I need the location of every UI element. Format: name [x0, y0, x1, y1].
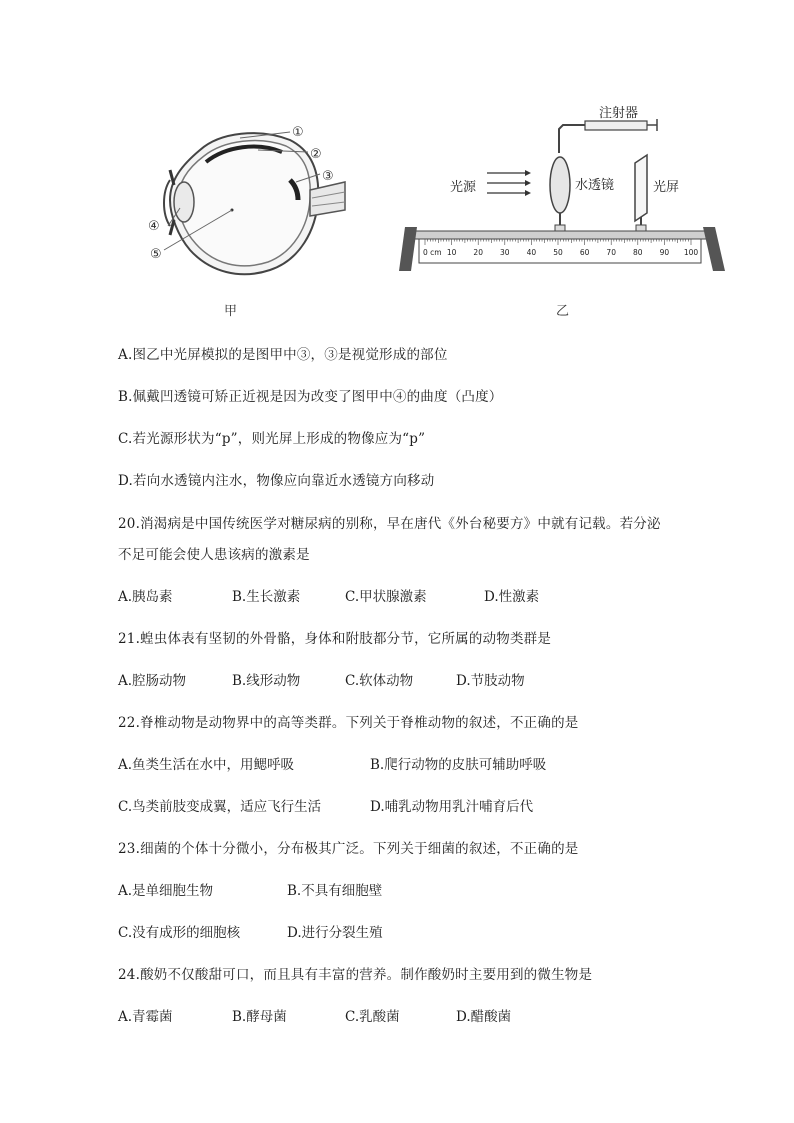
q24-option-b: B.酵母菌 — [232, 1009, 287, 1025]
ruler-tick-label: 60 — [579, 248, 590, 257]
q20-stem-line2: 不足可能会使人患该病的激素是 — [118, 547, 310, 563]
q22-option-c: C.鸟类前肢变成翼，适应飞行生活 — [118, 799, 322, 815]
eye-label-5: ⑤ — [150, 247, 162, 262]
figure-yi-caption: 乙 — [556, 304, 570, 319]
q24-option-d: D.醋酸菌 — [456, 1009, 512, 1025]
ruler-tick-label: 100 — [683, 248, 699, 257]
figure-jia-caption: 甲 — [224, 304, 238, 319]
q19-option-c: C.若光源形状为“p”，则光屏上形成的物像应为“p” — [118, 431, 426, 447]
ruler-tick-label: 80 — [633, 248, 643, 257]
eye-label-2: ② — [310, 147, 322, 162]
q23-option-a: A.是单细胞生物 — [118, 883, 214, 899]
ruler-tick-label: 0 cm — [423, 248, 442, 257]
q20-option-b: B.生长激素 — [232, 589, 301, 605]
ruler-tick-label: 90 — [659, 248, 670, 257]
ruler-tick-label: 10 — [446, 248, 457, 257]
light-source-label: 光源 — [450, 180, 477, 195]
q24-stem: 24.酸奶不仅酸甜可口，而且具有丰富的营养。制作酸奶时主要用到的微生物是 — [118, 967, 593, 983]
q24-option-a: A.青霉菌 — [118, 1009, 173, 1025]
ruler-tick-label: 40 — [526, 248, 537, 257]
q22-option-d: D.哺乳动物用乳汁哺育后代 — [370, 799, 534, 815]
q19-option-a: A.图乙中光屏模拟的是图甲中③，③是视觉形成的部位 — [118, 347, 448, 363]
q23-option-b: B.不具有细胞壁 — [287, 883, 383, 899]
q23-option-d: D.进行分裂生殖 — [287, 925, 383, 941]
ruler-tick-label: 20 — [473, 248, 483, 257]
q20-option-d: D.性激素 — [484, 589, 540, 605]
ruler-tick-label: 50 — [553, 248, 563, 257]
screen-label: 光屏 — [653, 180, 680, 195]
q24-option-c: C.乳酸菌 — [345, 1009, 400, 1025]
q21-option-c: C.软体动物 — [345, 673, 414, 689]
q20-stem-line1: 20.消渴病是中国传统医学对糖尿病的别称，早在唐代《外台秘要方》中就有记载。若分泌 — [118, 516, 661, 532]
ruler-tick-label: 70 — [606, 248, 616, 257]
q22-option-a: A.鱼类生活在水中，用鳃呼吸 — [118, 757, 295, 773]
ruler-tick-label: 30 — [500, 248, 510, 257]
q20-option-c: C.甲状腺激素 — [345, 589, 427, 605]
q21-option-d: D.节肢动物 — [456, 673, 525, 689]
optical-bench-diagram — [395, 105, 730, 285]
q22-stem: 22.脊椎动物是动物界中的高等类群。下列关于脊椎动物的叙述，不正确的是 — [118, 715, 579, 731]
optical-bench-svg — [395, 105, 730, 285]
q19-option-b: B.佩戴凹透镜可矫正近视是因为改变了图甲中④的曲度（凸度） — [118, 389, 503, 405]
q23-option-c: C.没有成形的细胞核 — [118, 925, 241, 941]
eye-label-3: ③ — [322, 169, 334, 184]
eye-diagram — [140, 110, 350, 295]
q19-option-d: D.若向水透镜内注水，物像应向靠近水透镜方向移动 — [118, 473, 435, 489]
eye-label-1: ① — [292, 125, 304, 140]
eye-diagram-svg — [140, 110, 350, 295]
water-lens-label: 水透镜 — [575, 178, 615, 193]
eye-label-4: ④ — [148, 219, 160, 234]
q20-option-a: A.胰岛素 — [118, 589, 173, 605]
q21-option-b: B.线形动物 — [232, 673, 301, 689]
q21-stem: 21.蝗虫体表有坚韧的外骨骼，身体和附肢都分节，它所属的动物类群是 — [118, 631, 552, 647]
q23-stem: 23.细菌的个体十分微小，分布极其广泛。下列关于细菌的叙述，不正确的是 — [118, 841, 579, 857]
syringe-label: 注射器 — [599, 106, 639, 121]
q21-option-a: A.腔肠动物 — [118, 673, 187, 689]
q22-option-b: B.爬行动物的皮肤可辅助呼吸 — [370, 757, 547, 773]
